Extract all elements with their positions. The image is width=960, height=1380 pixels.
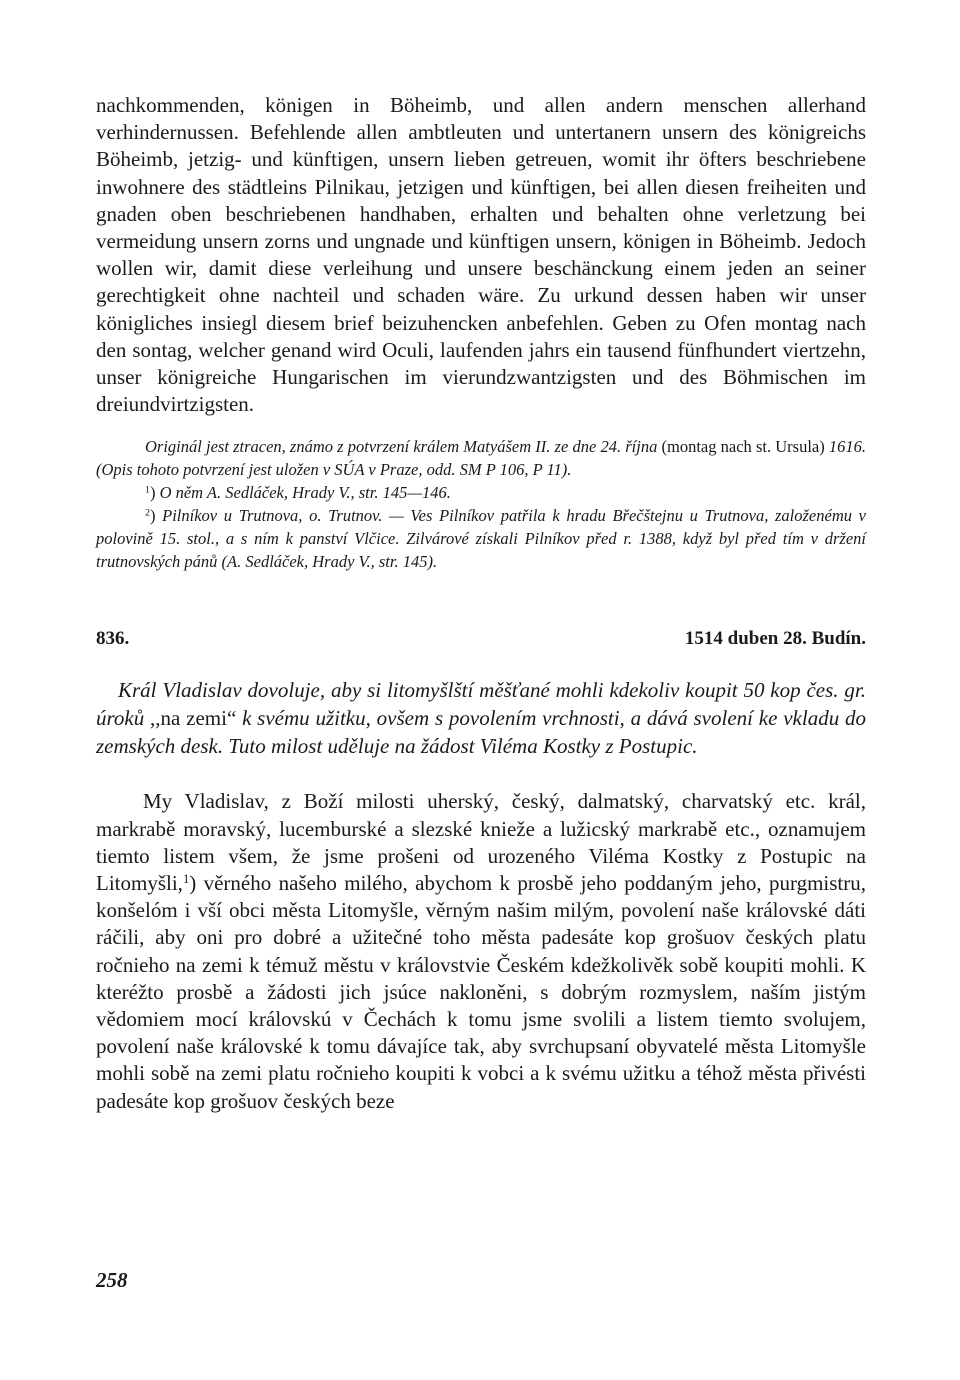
notes-section (96, 435, 866, 573)
page-number: 258 (96, 1268, 128, 1292)
document-number: 836. (96, 628, 130, 650)
document-body (96, 788, 866, 1114)
summary-part1: Král Vladislav dovoluje, aby si litomyšlští měšťané mohli kdekoliv koupit 50 kop čes. gr. úroků (96, 678, 866, 731)
body-part2: ) věrného našeho milého, abychom k prosbě jeho poddaným jeho, purgmistru, konšelóm i vší obci města Litomyšle, věrným našim milým, povolení naše královské dáti ráčili, aby oni pro dobré a užitečné toho města padesáte kop grošuov českých platu ročnieho na zemi k témuž městu v královstvie Českém kdežkolivěk sobě koupiti mohli. K kteréžto prosbě a žádosti jich jsúce nakloněni, s dobrým rozmyslem, naším jistým vědomiem mocí královskú v Čechách k tomu jsme svolili a listem tiemto svolujem, povolení naše královské k tomu dávajíce tak, aby svrchupsaní obyvatelé města Litomyšle mohli sobě na zemi platu ročnieho koupiti k vobci a k svému užitku a téhož města přivésti padesáte kop grošuov českých beze (96, 871, 866, 1113)
footnote-2-text: Pilníkov u Trutnova, o. Trutnov. — Ves Pilníkov patřila k hradu Břečštejnu u Trutnova, založenému v polovině 15. stol., a s ním k panství Vlčice. Zilvárové získali Pilníkov před r. 1388, když byl před tím v držení trutnovských pánů (A. Sedláček, Hrady V., str. 145). (96, 506, 866, 572)
document-summary (96, 676, 866, 760)
footnote-2-mark: 2 (145, 508, 150, 519)
source-note-part2: (montag nach st. Ursula) (657, 437, 829, 457)
document-date-place: 1514 duben 28. Budín. (684, 628, 866, 650)
footnote-1: $^1$) O něm A. Sedláček, Hrady V., str. 145—146. (145, 483, 451, 503)
page-content (96, 92, 866, 1115)
document-heading (96, 628, 866, 650)
footnote-2: $^2$) Pilníkov u Trutnova, o. Trutnov. — Ves Pilníkov patřila k hradu Břečštejnu u Trutnova, založenému v polovině 15. stol., a s ním k panství Vlčice. Zilvárové získali Pilníkov před r. 1388, když byl před tím v držení trutnovských pánů (A. Sedláček, Hrady V., str. 145). (96, 506, 866, 572)
source-note-part3: 1616. (Opis tohoto potvrzení jest uložen v SÚA v Praze, odd. SM P 106, P 11). (96, 437, 867, 480)
summary-part2: ,,na zemi“ (144, 706, 243, 731)
body-part1: My Vladislav, z Boží milosti uherský, český, dalmatský, charvatský etc. král, markrabě moravský, lucemburské a slezské knieže a lužicský markrabě etc., oznamujem tiemto listem všem, že jsme prošeni od urozeného Viléma Kostky z Postupic na Litomyšli, (96, 789, 866, 896)
body-footnote-mark: 1 (182, 872, 190, 887)
continuation-paragraph: nachkommenden, königen in Böheimb, und allen andern menschen allerhand verhindernussen. Befehlende allen ambtleuten und untertanern unsern des königreichs Böheimb, jetzig- und künftigen, unsern lieben getreuen, womit ihr öfters beschriebene inwohnere des städtleins Pilnikau, jetzigen und künftigen, bei allen diesen freiheiten und gnaden oben beschriebenen handhaben, erhalten und behalten ohne verletzung bei vermeidung unsern zorns und ungnade und künftigen unsern, königen in Böheimb. Jedoch wollen wir, damit diese verleihung und unsere beschänckung einem jeden an seiner gerechtigkeit ohne nachteil und schaden wäre. Zu urkund dessen haben wir unser königliches insiegl diesem brief beizuhencken anbefehlen. Geben zu Ofen montag nach den sontag, welcher genand wird Oculi, laufenden jahrs ein tausend fünfhundert viertzehn, unser königreiche Hungarischen im vierundzwantzigsten und des Böhmischen im dreiundvirtzigsten. (96, 93, 866, 417)
footnote-1-mark: 1 (145, 485, 150, 496)
source-note (96, 435, 866, 481)
summary-part3: k svému užitku, ovšem s povolením vrchnosti, a dává svolení ke vkladu do zemských desk. Tuto milost uděluje na žádost Viléma Kostky z Postupic. (96, 706, 867, 759)
footnote-1-text: O něm A. Sedláček, Hrady V., str. 145—146. (155, 483, 451, 503)
source-note-part1: Originál jest ztracen, známo z potvrzení králem Matyášem II. ze dne 24. října (145, 437, 658, 457)
